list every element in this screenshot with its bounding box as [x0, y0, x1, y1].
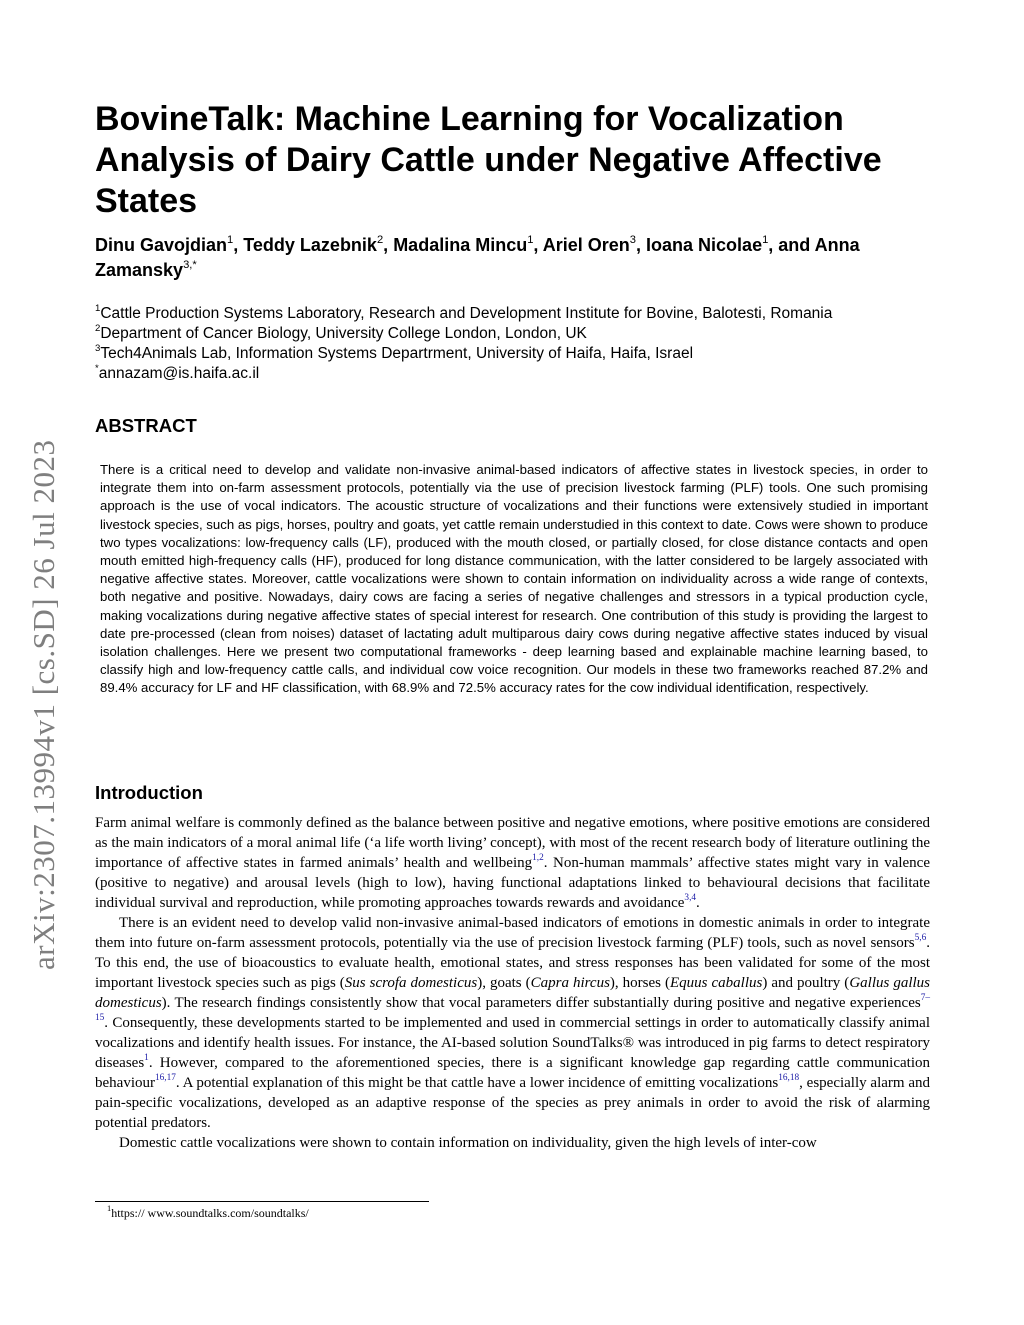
author-affiliation-mark: 1 [527, 233, 534, 246]
introduction-heading: Introduction [95, 782, 203, 803]
citation-link[interactable]: 7–15 [95, 993, 930, 1024]
author-affiliation-mark: 1 [762, 233, 769, 246]
author-affiliation-mark: 1 [227, 233, 234, 246]
citation-link[interactable]: 16,18 [778, 1073, 800, 1084]
footnote-url[interactable]: https:// www.soundtalks.com/soundtalks/ [111, 1206, 309, 1220]
author-name: Madalina Mincu [393, 235, 528, 255]
introduction-paragraph: There is an evident need to develop valid non-invasive animal-based indicators of emotions in domestic animals in order to integrate them into future on-farm assessment protocols, potentially via the use of precision livestock farming (PLF) tools, such as novel sensors$^{5,6}$. To this end, the use of bioacoustics to evaluate health, emotional states, and stress responses has been validated for some of the most important livestock species such as pigs (Sus scrofa domesticus), goats (Capra hircus), horses (Equus caballus) and poultry (Gallus gallus domesticus). The research findings consistently show that vocal parameters differ substantially during positive and negative experiences$^{7-15}$. Consequently, these developments started to be implemented and used in commercial settings in order to automatically classify animal vocalizations and identify health issues. For instance, the AI-based solution SoundTalks® was introduced in pig farms to detect respiratory diseases$^1$. However, compared to the aforementioned species, there is a significant knowledge gap regarding cattle communication behaviour$^{16,17}$. A potential explanation of this might be that cattle have a lower incidence of emitting vocalizations$^{16,18}$, especially alarm and pain-specific vocalizations, developed as an adaptive response of the species as prey animals in order to avoid the risk of alarming potential predators. [95, 915, 930, 1131]
citation-link[interactable]: 5,6 [914, 933, 927, 944]
species-name: Equus caballus [670, 975, 763, 991]
author-name: Ariel Oren [542, 235, 630, 255]
affiliation-text: Department of Cancer Biology, University College London, London, UK [100, 325, 587, 342]
abstract-text: There is a critical need to develop and validate non-invasive animal-based indicators of affective states in livestock species, in order to integrate them into on-farm assessment protocols, potentially via the use of precision livestock farming (PLF) tools. One such promising approach is the use of vocal indicators. The acoustic structure of vocalizations and their functions were extensively studied in important livestock species, such as pigs, horses, poultry and goats, yet cattle remain understudied in this context to date. Cows were shown to produce two types vocalizations: low-frequency calls (LF), produced with the mouth closed, or partially closed, for close distance contacts and open mouth emitted high-frequency calls (HF), produced for long distance communication, with the latter considered to be largely associated with negative affective states. Moreover, cattle vocalizations were shown to contain information on individuality across a wide range of contexts, both negative and positive. Nowadays, dairy cows are facing a series of negative challenges and stressors in a typical production cycle, making vocalizations during negative affective states of special interest for research. One contribution of this study is providing the largest to date pre-processed (clean from noises) dataset of lactating adult multiparous dairy cows during negative affective states induced by visual isolation challenges. Here we present two computational frameworks - deep learning based and explainable machine learning based, to classify high and low-frequency cattle calls, and individual cow voice recognition. Our models in these two frameworks reached 87.2% and 89.4% accuracy for LF and HF classification, with 68.9% and 72.5% accuracy rates for the cow individual identification, respectively. [100, 462, 928, 696]
species-name: Capra hircus [530, 975, 610, 991]
introduction-paragraph: Domestic cattle vocalizations were shown to contain information on individuality, given the high levels of inter-cow [119, 1135, 817, 1151]
affiliation-mark: 3 [95, 342, 101, 354]
author-affiliation-mark: 3,* [183, 258, 197, 271]
author-affiliation-mark: 3 [629, 233, 637, 246]
affiliation-item [95, 364, 955, 384]
introduction-body [95, 813, 930, 1153]
citation-link[interactable]: 1 [144, 1053, 149, 1064]
arxiv-identifier-stamp: arXiv:2307.13994v1 [cs.SD] 26 Jul 2023 [26, 439, 61, 970]
species-name: Sus scrofa domesticus [344, 975, 478, 991]
affiliation-list [95, 304, 955, 384]
affiliation-item [95, 344, 955, 364]
author-name: Dinu Gavojdian [95, 235, 228, 255]
introduction-paragraph: Farm animal welfare is commonly defined as the balance between positive and negative emotions, where positive emotions are considered as the main indicators of a moral animal life (‘a life worth living’ concept), with most of the recent research body of literature outlining the importance of affective states in farmed animals’ health and wellbeing$^{1,2}$. Non-human mammals’ affective states might vary in valence (positive to negative) and arousal levels (high to low), having functional adaptations linked to behavioural decisions that facilitate individual survival and reproduction, while promoting approaches towards rewards and avoidance$^{3,4}$. [95, 815, 930, 911]
author-name: Ioana Nicolae [646, 235, 763, 255]
species-name: Gallus gallus domesticus [95, 975, 930, 1011]
footnote-mark: 1 [107, 1204, 112, 1214]
citation-link[interactable]: 16,17 [154, 1073, 176, 1084]
paper-title: BovineTalk: Machine Learning for Vocalization Analysis of Dairy Cattle under Negative Affective States [95, 100, 882, 220]
author-name: Teddy Lazebnik [243, 235, 377, 255]
footnote [107, 1206, 309, 1221]
abstract-heading: ABSTRACT [95, 415, 197, 436]
affiliation-mark: 2 [95, 322, 101, 334]
affiliation-text: Cattle Production Systems Laboratory, Research and Development Institute for Bovine, Balotesti, Romania [100, 305, 833, 322]
affiliation-mark: * [95, 362, 99, 374]
affiliation-mark: 1 [95, 302, 101, 314]
footnote-divider [95, 1201, 429, 1202]
author-affiliation-mark: 2 [376, 233, 384, 246]
affiliation-item [95, 324, 955, 344]
affiliation-text: annazam@is.haifa.ac.il [98, 365, 260, 382]
author-list: Dinu Gavojdian$^1$, Teddy Lazebnik$^2$, Madalina Mincu$^1$, Ariel Oren$^3$, Ioana Nicolae$^1$, and Anna Zamansky$^{3,*}$ [95, 233, 860, 280]
affiliation-text: Tech4Animals Lab, Information Systems Departrment, University of Haifa, Haifa, Israel [100, 345, 694, 362]
author-name: Anna Zamansky [95, 235, 860, 280]
affiliation-item [95, 304, 955, 324]
citation-link[interactable]: 3,4 [684, 893, 697, 904]
citation-link[interactable]: 1,2 [532, 853, 544, 864]
